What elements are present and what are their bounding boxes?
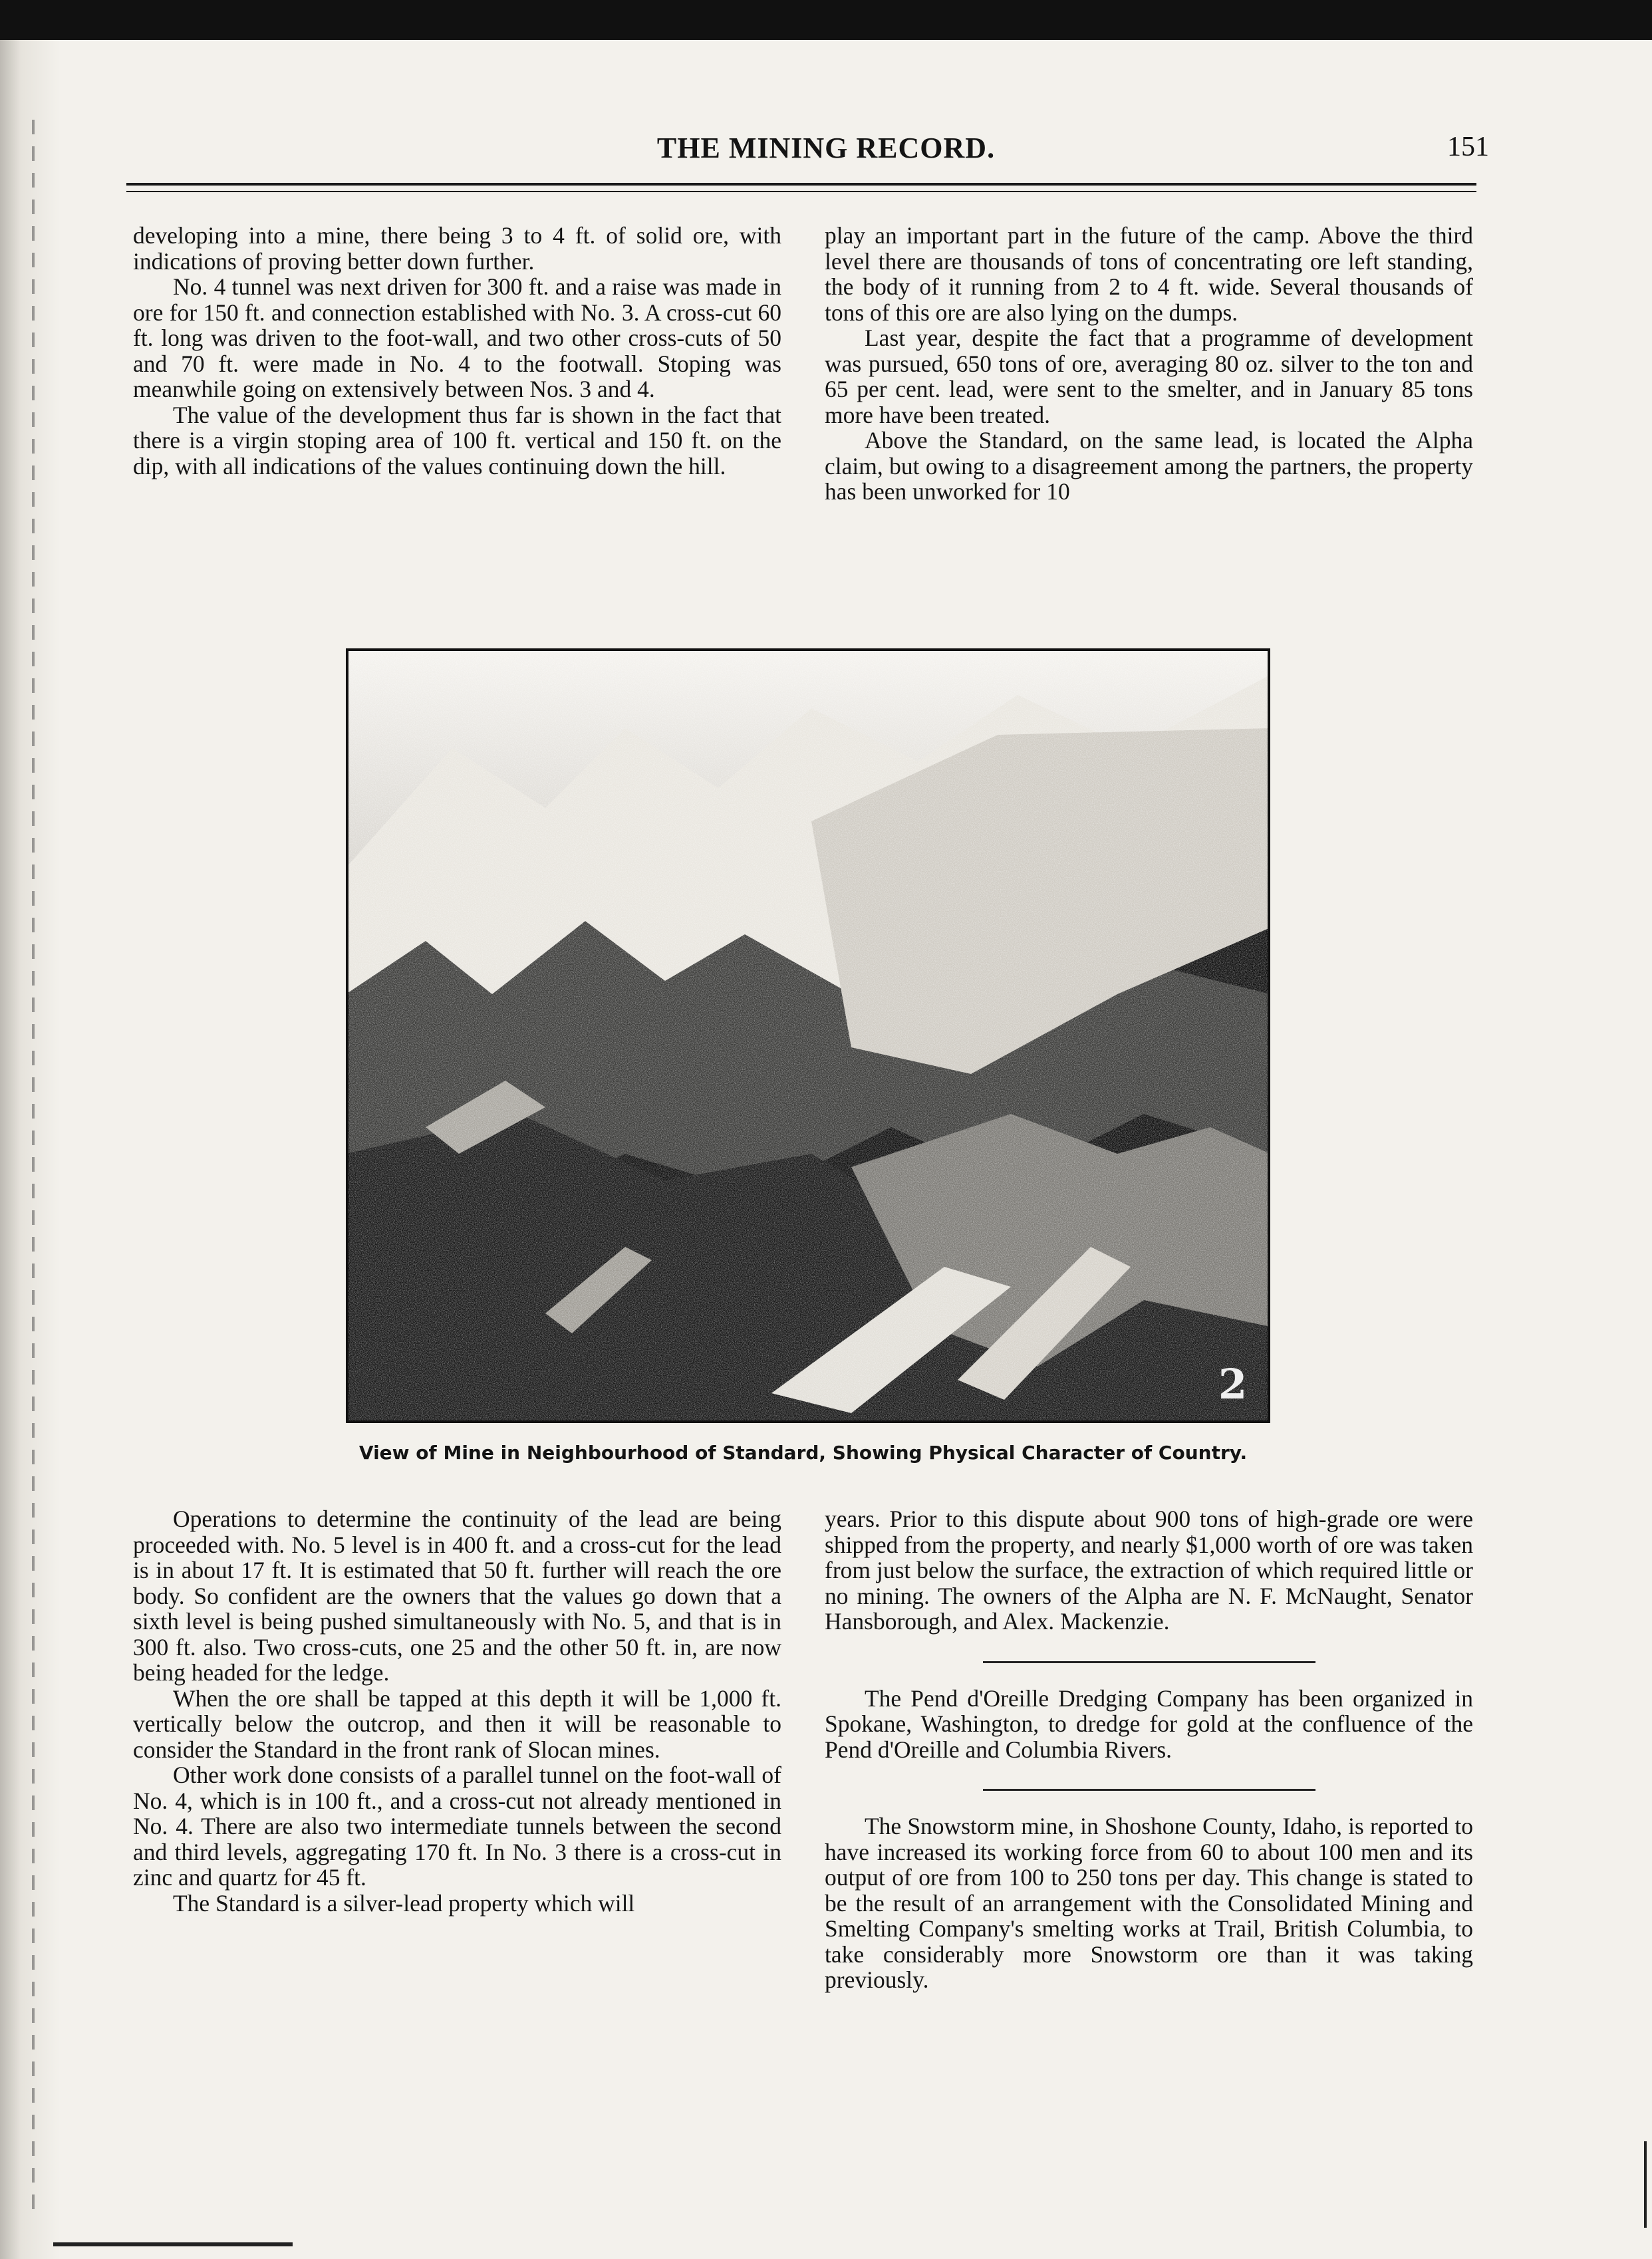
- plate-number: 2: [1218, 1360, 1248, 1408]
- paragraph: When the ore shall be tapped at this depth it will be 1,000 ft. vertically below the outcrop, and then it will be reasonable to consider the Standard in the front rank of Slocan mines.: [133, 1684, 781, 1763]
- paragraph: The value of the development thus far is shown in the fact that there is a virgin stoping area of 100 ft. vertical and 150 ft. on the dip, with all indications of the values continuing down the hill.: [133, 401, 781, 479]
- page-binding-edge: [0, 40, 60, 2259]
- section-divider: [983, 1789, 1315, 1791]
- news-item-snowstorm: The Snowstorm mine, in Shoshone County, Idaho, is reported to have increased its working force from 60 to about 100 men and its output of ore from 100 to 250 tons per day. This change is stated to be the result of an arrangement with the Consolidated Mining and Smelting Company's smelting works at Trail, British Columbia, to take considerably more Snowstorm ore than it was taking previously.: [825, 1813, 1473, 1993]
- paragraph: No. 4 tunnel was next driven for 300 ft. and a raise was made in ore for 150 ft. and connection established with No. 3. A cross-cut 60 ft. long was driven to the foot-wall, and two other cross-cuts of 50 and 70 ft. were made in No. 4 to the footwall. Stoping was meanwhile going on extensively between Nos. 3 and 4.: [133, 273, 781, 402]
- scan-artifact-mark: [1644, 2141, 1647, 2228]
- column-top-left: [133, 223, 781, 635]
- journal-title: THE MINING RECORD.: [656, 132, 996, 164]
- column-bottom-left: [133, 1506, 781, 2238]
- paragraph: developing into a mine, there being 3 to 4 ft. of solid ore, with indications of proving better down further.: [133, 222, 781, 275]
- mine-photograph: [346, 648, 1270, 1423]
- section-divider: [983, 1661, 1315, 1663]
- header-rule-thin: [126, 191, 1476, 192]
- scan-artifact-dash: [53, 2242, 293, 2246]
- running-head: [0, 123, 1652, 176]
- paragraph: years. Prior to this dispute about 900 tons of high-grade ore were shipped from the property, and nearly $1,000 worth of ore was taken from just below the surface, the extraction of which required little or no mining. The owners of the Alpha are N. F. McNaught, Senator Hansborough, and Alex. Mackenzie.: [825, 1506, 1473, 1635]
- news-item-dredging: The Pend d'Oreille Dredging Company has been organized in Spokane, Washington, to dredge for gold at the confluence of the Pend d'Oreille and Columbia Rivers.: [825, 1684, 1473, 1763]
- paragraph: Other work done consists of a parallel tunnel on the foot-wall of No. 4, which is in 100 ft., and a cross-cut not already mentioned in No. 4. There are also two intermediate tunnels between the second and third levels, aggregating 170 ft. In No. 3 there is a cross-cut in zinc and quartz for 45 ft.: [133, 1762, 781, 1891]
- scan-top-border: [0, 0, 1652, 40]
- paragraph: play an important part in the future of the camp. Above the third level there are thousands of tons of concentrating ore left standing, the body of it running from 2 to 4 ft. wide. Several thousands of tons of this ore are also lying on the dumps.: [825, 222, 1473, 326]
- column-bottom-right: [825, 1506, 1473, 2238]
- paragraph: The Standard is a silver-lead property which will: [173, 1889, 635, 1917]
- page-number: 151: [1447, 132, 1489, 162]
- header-rule: [126, 183, 1476, 186]
- figure-caption: View of Mine in Neighbourhood of Standard, Showing Physical Character of Country.: [358, 1442, 1248, 1464]
- column-top-right: [825, 223, 1473, 642]
- paragraph: Last year, despite the fact that a programme of development was pursued, 650 tons of ore, averaging 80 oz. silver to the ton and 65 per cent. lead, were sent to the smelter, and in January 85 tons more have been treated.: [825, 325, 1473, 428]
- paragraph: Operations to determine the continuity of the lead are being proceeded with. No. 5 level is in 400 ft. and a cross-cut for the lead is in about 17 ft. It is estimated that 50 ft. further will reach the ore body. So confident are the owners that the values go down that a sixth level is being pushed simultaneously with No. 5, and that is in 300 ft. also. Two cross-cuts, one 25 and the other 50 ft. in, are now being headed for the ledge.: [133, 1506, 781, 1686]
- paragraph: Above the Standard, on the same lead, is located the Alpha claim, but owing to a disagreement among the partners, the property has been unworked for 10: [825, 427, 1473, 505]
